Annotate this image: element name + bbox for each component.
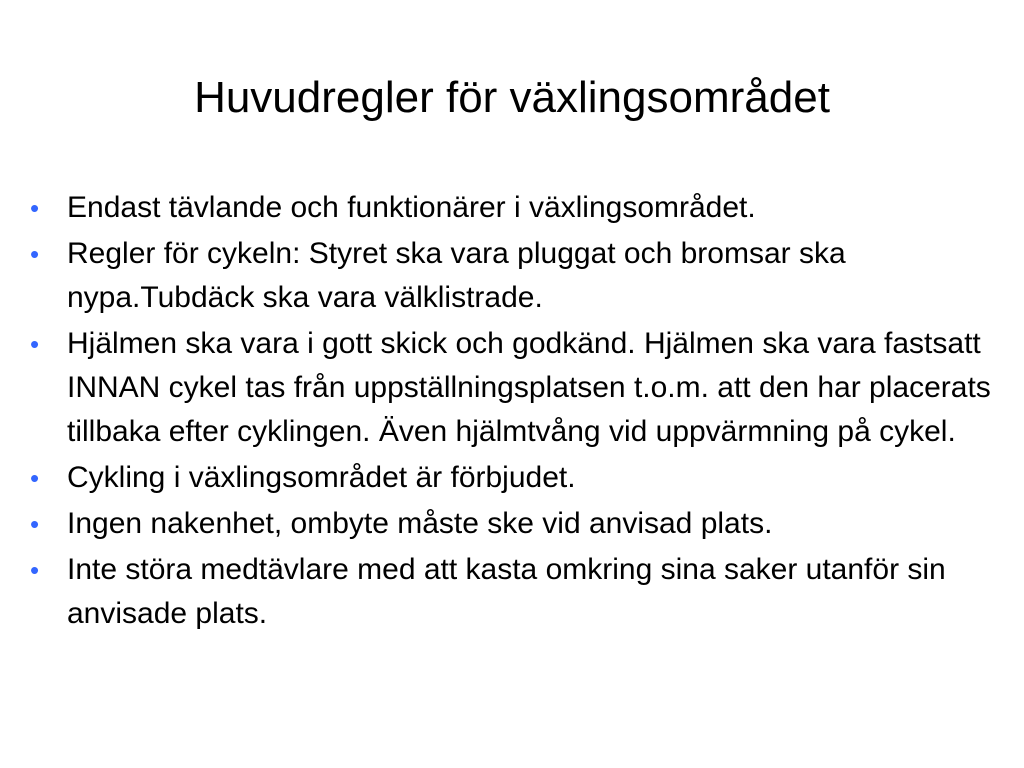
bullet-text: Endast tävlande och funktionärer i växlingsområdet. [67, 191, 756, 224]
bullet-item [30, 322, 1000, 454]
bullet-dot-icon: • [30, 555, 40, 585]
bullet-dot-icon: • [30, 239, 40, 269]
slide-title: Huvudregler för växlingsområdet [194, 73, 830, 122]
bullet-text: Hjälmen ska vara i gott skick och godkänd. Hjälmen ska vara fastsatt INNAN cykel tas från uppställningsplatsen t.o.m. att den har placerats tillbaka efter cyklingen. Även hjälmtvång vid uppvärmning på cykel. [67, 327, 991, 448]
bullet-list [30, 186, 1000, 638]
bullet-dot-icon: • [30, 193, 40, 223]
bullet-text: Inte störa medtävlare med att kasta omkring sina saker utanför sin anvisade plats. [67, 553, 946, 630]
bullet-item [30, 232, 1000, 320]
bullet-item [30, 548, 1000, 636]
bullet-item [30, 186, 1000, 230]
bullet-text: Regler för cykeln: Styret ska vara pluggat och bromsar ska nypa.Tubdäck ska vara välklistrade. [67, 237, 846, 314]
bullet-dot-icon: • [30, 329, 40, 359]
bullet-text: Cykling i växlingsområdet är förbjudet. [67, 461, 576, 494]
bullet-dot-icon: • [30, 509, 40, 539]
bullet-item [30, 502, 1000, 546]
bullet-item [30, 456, 1000, 500]
bullet-text: Ingen nakenhet, ombyte måste ske vid anvisad plats. [67, 507, 773, 540]
bullet-dot-icon: • [30, 463, 40, 493]
